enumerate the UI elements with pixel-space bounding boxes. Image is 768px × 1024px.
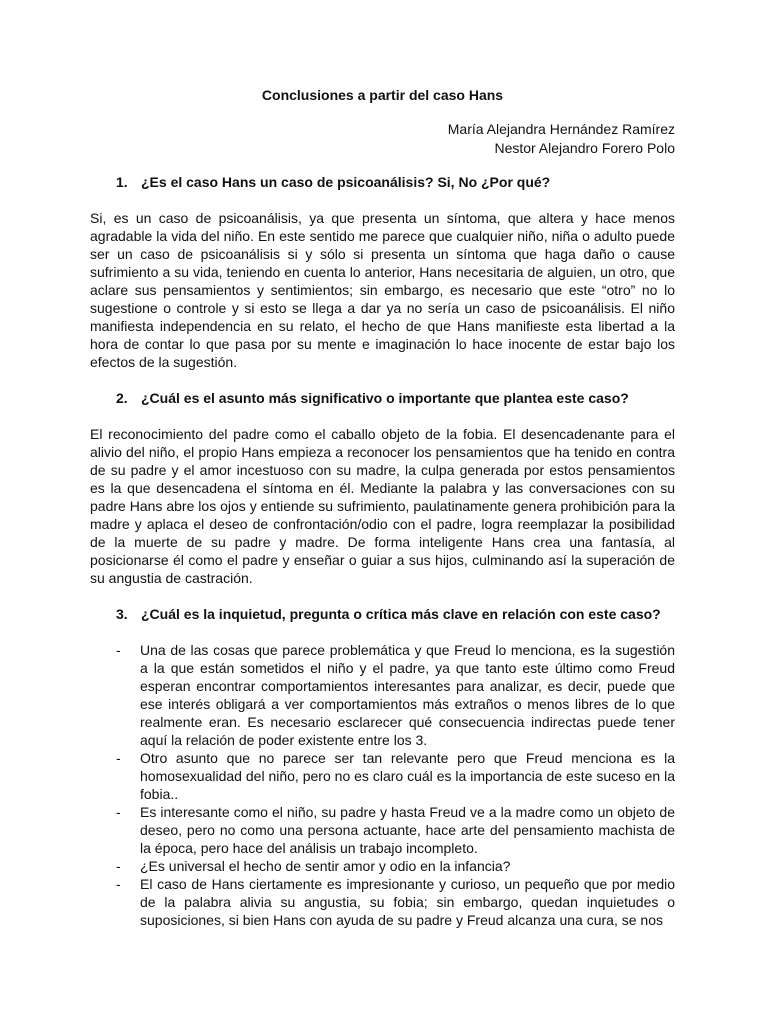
document-title: Conclusiones a partir del caso Hans (261, 87, 504, 103)
question-text: ¿Cuál es el asunto más significativo o importante que plantea este caso? (141, 390, 629, 406)
bullet-marker: - (116, 804, 121, 820)
list-item (90, 857, 675, 875)
bullet-marker: - (116, 750, 121, 766)
section-number: 1. (116, 174, 128, 190)
authors-block (90, 120, 675, 158)
author-name: María Alejandra Hernández Ramírez (447, 121, 675, 137)
bullet-marker: - (116, 858, 121, 874)
bullet-text: ¿Es universal el hecho de sentir amor y odio en la infancia? (140, 858, 511, 874)
section-number: 2. (116, 390, 128, 406)
bullet-text: Una de las cosas que parece problemática y que Freud lo menciona, es la sugestión a la que están sometidos el niño y el padre, ya que tanto este último como Freud esperan encontrar comportamientos interesantes para analizar, es decir, puede que ese interés obligará a ver comportamientos más extraños o menos libres de lo que realmente eran. Es necesario esclarecer qué consecuencia indirectas puede tener aquí la relación de poder existente entre los 3. (140, 642, 675, 748)
list-item (90, 749, 675, 803)
bullet-text: El caso de Hans ciertamente es impresionante y curioso, un pequeño que por medio de la palabra alivia su angustia, su fobia; sin embargo, quedan inquietudes o suposiciones, si bien Hans con ayuda de su padre y Freud alcanza una cura, se nos (140, 876, 675, 928)
bullet-text: Otro asunto que no parece ser tan relevante pero que Freud menciona es la homosexualidad del niño, pero no es claro cuál es la importancia de este suceso en la fobia.. (140, 750, 675, 802)
list-item (90, 803, 675, 857)
question-text: ¿Es el caso Hans un caso de psicoanálisis? Si, No ¿Por qué? (141, 174, 551, 190)
section-question (90, 389, 675, 407)
list-item (90, 875, 675, 929)
question-text: ¿Cuál es la inquietud, pregunta o crítica más clave en relación con este caso? (141, 606, 661, 622)
section-question (90, 173, 675, 191)
list-item (90, 641, 675, 749)
answer-paragraph: Si, es un caso de psicoanálisis, ya que presenta un síntoma, que altera y hace menos agradable la vida del niño. En este sentido me parece que cualquier niño, niña o adulto puede ser un caso de psicoanálisis si y sólo si presenta un síntoma que haga daño o cause sufrimiento a su vida, teniendo en cuenta lo anterior, Hans necesitaria de alguien, un otro, que aclare sus pensamientos y sentimientos; sin embargo, es necesario que este “otro” no lo sugestione o controle y si esto se llega a dar ya no sería un caso de psicoanálisis. El niño manifiesta independencia en su relato, el hecho de que Hans manifieste esta libertad a la hora de contar lo que pasa por su mente e imaginación lo hace inocente de estar bajo los efectos de la sugestión. (90, 210, 675, 370)
section-question (90, 605, 675, 623)
bullet-list (90, 641, 675, 929)
answer-paragraph: El reconocimiento del padre como el caballo objeto de la fobia. El desencadenante para el alivio del niño, el propio Hans empieza a reconocer los pensamientos que ha tenido en contra de su padre y el amor incestuoso con su madre, la culpa generada por estos pensamientos es la que desencadena el síntoma en él. Mediante la palabra y las conversaciones con su padre Hans abre los ojos y entiende su sufrimiento, paulatinamente genera prohibición para la madre y aplaca el deseo de confrontación/odio con el padre, logra reemplazar la posibilidad de la muerte de su padre y madre. De forma inteligente Hans crea una fantasía, al posicionarse él como el padre y enseñar o guiar a sus hijos, culminando así la superación de su angustia de castración. (90, 426, 675, 586)
author-name: Nestor Alejandro Forero Polo (494, 140, 675, 156)
section-number: 3. (116, 606, 128, 622)
bullet-text: Es interesante como el niño, su padre y hasta Freud ve a la madre como un objeto de deseo, pero no como una persona actuante, hace arte del pensamiento machista de la época, pero hace del análisis un trabajo incompleto. (140, 804, 675, 856)
bullet-marker: - (116, 876, 121, 892)
document-page (90, 86, 675, 929)
bullet-marker: - (116, 642, 121, 658)
